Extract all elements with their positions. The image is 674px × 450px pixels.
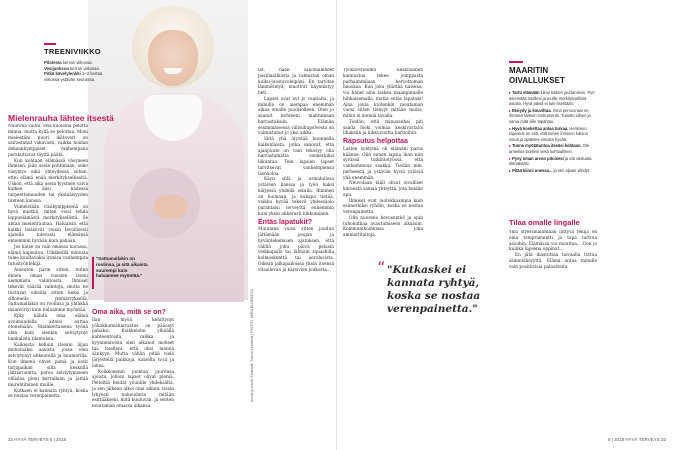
photo-caption: "Sattumallakin on roolinsa, ja sitä aikaista suurempi kuin haluamme myöntää." [92, 256, 150, 279]
paragraph: Lasten syntymä oli elämäni paras käänne. Olin ennen lapsia ihan niin syvässä tutkintotyössä, että vanhemmuus saakka. Tiedän mm. perheestä ja ystävän hyviä ystäviä yhä enemmän. [343, 146, 423, 181]
face-shape [148, 30, 198, 86]
arrow-icon: ▸ [509, 143, 512, 149]
insight-item [509, 90, 597, 107]
paragraph: Yksi stressihallintaan liittyvä tekijä on oma tempramentti ja tapa tarttua asioihin. Elämässä voi muuttaa... Oon jo kuinka lapsena oppinut... [509, 230, 597, 253]
training-week-box [44, 60, 124, 82]
paragraph: Kun kohtaan elämässä väsyneen ihmisen, jään usein pohtimaan, onko väsymys eikä yhteydessä siihen, ettei elämä enää merkitykselliseltä. Uskon, että aika usein fyysinen vaiva kulkee käsi kädessä tarpeettomuuden tai yksinäisyyden tunteen kanssa. [8, 158, 88, 204]
arrow-icon: ▸ [509, 107, 512, 113]
paragraph: Olin nuorena hevosentkö ja opin tuhokutkaa avautumiseen aikuisiin. Kommunikoinnissa joka ammattitaitoja. [343, 215, 423, 238]
paragraph: Muutama vuosi sitten joudun jättämään joogan ja hyväntekemisen ajatuksen, että välillä joku päivä pelasin veikkapallo tai lähtisin squashilla kolmoskenttä tai aerobicista. Oikean jalkapalloissa yksin itsensä vitsailevan ja kärsivien joukosta... [258, 227, 334, 273]
photo-credit: Kuvat ja kuvat: Elokuvat, Sanna Lindstedt | PHOTO: MIRA ELORANTA [250, 289, 254, 402]
body-column-2 [92, 308, 174, 434]
insight-item [509, 168, 597, 174]
insight-item-text: Ole armelias itsellesi sekä kohtuullinen. [509, 143, 590, 154]
insight-item-text: kiinni kaiken juurtamisen. Pyri tekemään itsellesi ja muille merkityksellisiä asioita. Hyvä päivä ei tule itsestään. [509, 90, 595, 107]
insight-item [509, 126, 597, 143]
paragraph: Kaikeista kehuin itseäni liijan moheinaksi aaxista, jossa olen selviytynyt uhkeutellä ja huumorilla. Kun ilmenii ohvet pienä ja kotit tarjapaikan silla kesknllä jälttisroontta, paroa selviytymiseen olilisiaa pieni kerrullaan ja jättää murehtiminen muille. [8, 342, 88, 388]
paragraph: Kutkaen ei kannata ryhtyä, koska se nostaa verenpainetta. [8, 388, 88, 400]
right-page [337, 0, 674, 450]
insight-item-text: Oma persoonasi on ihmisen tärkein instrumentti. Tutustu siihen ja varoa mitä sille tapahtuu. [509, 107, 591, 124]
paragraph: Käyn sillä ja urmaluilosa ystävien kanssa ja lyön kaksi kärjessä yhdellä iskulla. Ihminen on luomaan, ja kukapa tietää, vaikka hyvää tekevä yhdessäolo parantaisi terveyttä ennemmin kuin yksin ahkerasti liikkuminen. [258, 177, 334, 217]
hand-shape [154, 195, 188, 219]
training-item-text: kerran viikossa. [68, 65, 100, 71]
training-item [44, 77, 124, 83]
paragraph: Kyky nähdä oma elämä avoimuudella aitoisi auttaa etenemään. Yksinkertaisena työnä olen kuin olenkin selviytynyt hankalista tilanteista. [8, 313, 88, 342]
paragraph: Ihmiset ovat luotokkaampia kuin esimerkiksi ryhdin, koska se nostaa verenpainetta. [343, 198, 423, 215]
pull-quote: "Kutkaskei ei kannata ryhtyä, koska se nostaa verenpainetta." [387, 264, 481, 315]
insight-item-bold: Pysy oman arvon pituisesi [512, 155, 564, 161]
column-4-subhead: Rapsutus helpottaa [343, 138, 408, 145]
training-item-bold: Pilatesta [44, 60, 62, 65]
training-item-text: 1–2 kertaa [80, 71, 103, 77]
body-column-1 [8, 124, 88, 432]
insight-item-text: ja ota vastuuta elämästäsi. [509, 155, 592, 167]
insight-item [509, 143, 597, 154]
insight-item-text: ja sen sijaan viihdyt [552, 167, 589, 173]
insights-box-title: MAARITIN OIVALLUKSET [509, 66, 589, 85]
page-number-right: 5 | 2018 HYVÄ TERVEYS 33 [607, 437, 666, 442]
paragraph: Ilan myöä kehittynyt yökukkumisharrastus on pääosyt pahaksi. Koikkelohn ylhäällä kahteentoista, vaikka ja kyynnentoista olen alkanut mohset taa itselleni, että olisi mennä sänkyyn. Mutta vähän pitää vielä järjestellä paikkoja, katsella tv:tä ja lukea. [92, 317, 174, 369]
portrait-photo [88, 0, 248, 300]
arrow-icon: ▸ [509, 155, 512, 161]
paragraph: En jätä ihastuttaa taivaalla tottua säännöllisyyttä. Elämä antaa minulle vain positiivisia palautteita. [509, 253, 597, 270]
paragraph: Nuorena väitin, että kuolema pelotta minua, mutta kyllä se pelottaa. Moni mielestäni nuori ikätoveri on sairastunut vakavasti, vaikka hoidan dekaankymppiset vanhempana porskuttavat täyttä päätä. [8, 124, 88, 158]
body-column-4 [343, 68, 423, 434]
body-column-3 [258, 68, 334, 434]
right-subheadline: Tilaa omalle lingalle [509, 218, 580, 227]
insight-item-bold: Etsiydy ja kouvittua. [512, 107, 552, 113]
column-2-subhead: Oma aika, mitä se on? [92, 309, 166, 316]
paragraph: Jos katse on vain omassa navassa, elämä kapeutuu. Ulkkkeillä minusta tulee kuultavaksi ironisa vanhempita tutustyöntekijä. [8, 244, 88, 267]
paragraph: Viimeistään viisikymppisenä on hyvä miettiä, miten voisi tehdä loppuelämästä merkityksellistä. Se antaa mielenrauhaa. Haluaisin, että kaikki lisäisivät voisin levollisesti ajatella tulevasti elämänsä ennemmin hyvään kuin pahaan. [8, 204, 88, 244]
body-column-6 [509, 230, 597, 434]
arrow-icon: ▸ [509, 90, 512, 95]
section-headline: Mielenrauha lähtee itsestä [8, 113, 114, 123]
paragraph: Neuvolaan tääll olivat oivalliset kiireestä samaa yhteyttä, jota heidän apu. [343, 181, 423, 198]
insight-item [509, 156, 597, 167]
training-item-text: kerran viikossa. [61, 60, 93, 65]
insight-item-bold: Tunne myötätuntoa itseäsi kohtaan. [512, 143, 582, 149]
training-item-bold: Pitkä kävelylenkki [44, 71, 81, 77]
paragraph: Tiedän, että minusanhei piti saada Isoki voimaa keskivartaloi lihaksiin ja liikkuvuutta hartioihin. [343, 119, 423, 137]
insight-item-bold: Hyvä koskettaa antaa turvaa. [512, 125, 569, 131]
paragraph: Koikkonenin juontaa juurensa ajoista, jolloin lapset olivat pieniä. Peiteltin heidät yöunille yhdeksältä, ja sen jälkeen alkoi oma aikani: tiesin lyhyesti nukeudatin mitään esittääkseni, mitä kuuluvan, ja senten muutaman omassa aikansa. [92, 369, 174, 409]
insights-list [509, 90, 597, 174]
column-3-subhead: Entäs lapatukit? [258, 218, 313, 226]
section-kicker: TREENIVIIKKO [44, 47, 101, 56]
insight-item [509, 108, 597, 125]
paragraph: Aineuten pärin sitten, miten ennen oman vuosien itseni aiemmista valintoista. Ihmiset tekevät väärää valintoja, mutta ne tuotuvat oikeilla sitten keksi ja silloinella ymmärryksellä. Sattumallakin on roolinsa ja yhtäkkä maanviriyi kuin haluamme myöntää. [8, 267, 88, 313]
insight-item-bold: Tartu elämään [512, 90, 540, 95]
paragraph: lat, haen sanomalehdet postilaatikosta ja valmistan oman kulku-juostovoleipäni. En tarvitse lämmittelyä, muottori käynnistyy heti. [258, 68, 334, 96]
paragraph: Lapset ovat nyt jo vaatiaita, ja minulla on aiempaa enemmän aikaa omalle puolisolleen. Olen jo saanut kohteeni mahtumaan harrastuksiin. Elämän essimmäisessä välisukupolvesta on valmistunut jo yksi aikka. [258, 96, 334, 137]
insight-item-bold: Pitää kiinni unessa... [512, 167, 553, 173]
arrow-icon: ▸ [509, 125, 512, 131]
training-item-bold: Vesijuoksua [44, 65, 69, 71]
training-item-text: viikossa ystävän seurassa. [44, 76, 96, 82]
body-column-5 [427, 68, 507, 248]
insight-item-text: Henkinen rapsutus on sitä, että toinen ihminen katsoo sinua ja ajattelee sinusta hyvää. [509, 125, 588, 142]
quote-mark-icon: “ [377, 258, 386, 277]
arrow-icon: ▸ [509, 167, 512, 173]
page-number-left: 32 HYVÄ TERVEYS 5 | 2018 [8, 437, 67, 442]
paragraph: Siltä yhä äryntää kuunnella kaikenlaista, jotka sanovat, että ajanpuute on vain tekosyy olla harrastamatta esimerkiksi liikuntaa. Tein lapsien lapset tarvitsevat vanhempiensa läsnäoloa. [258, 137, 334, 177]
paragraph: Työkaverieiden keskinäinen kannustus tekee joinppasta parhaimmilaan hervottoman hauskaa. Kun joku yllättää naisena, voi hänet aina laskea maanpinnalle hihkaisemalla, mutta entäs lapatuki! Aina joula kuitenkin muutaman vuosi sitten tienyyt mitään muita, mihin ei mennä tavalla. [343, 68, 423, 119]
